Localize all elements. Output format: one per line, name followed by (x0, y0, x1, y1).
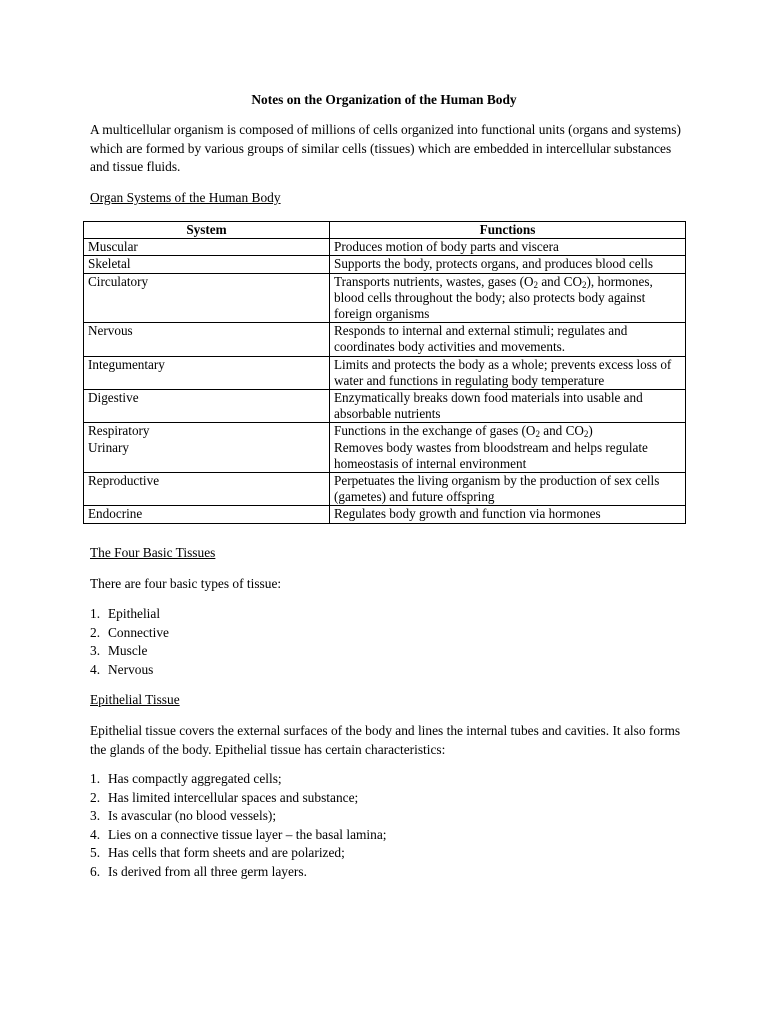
list-text: Is avascular (no blood vessels); (108, 808, 277, 823)
list-item (90, 770, 387, 789)
function-cell: Limits and protects the body as a whole; prevents excess loss of water and functions in regulating body temperature (330, 356, 686, 389)
function-cell: Responds to internal and external stimuli; regulates and coordinates body activities and movements. (330, 323, 686, 356)
list-text: Is derived from all three germ layers. (108, 863, 307, 879)
epithelial-heading: Epithelial Tissue (90, 692, 180, 707)
list-item (90, 826, 387, 845)
list-item (90, 642, 169, 661)
list-number: 4. (90, 661, 101, 677)
intro-paragraph: A multicellular organism is composed of millions of cells organized into functional units (organs and systems) which are formed by various groups of similar cells (tissues) which are embedded in intercellular substances and tissue fluids. (90, 122, 681, 174)
list-item (90, 844, 387, 863)
system-cell: Respiratory (84, 423, 330, 440)
function-cell: Regulates body growth and function via hormones (330, 506, 686, 523)
table-row (84, 506, 686, 523)
list-item (90, 789, 387, 808)
list-text: Epithelial (108, 606, 161, 621)
system-cell: Skeletal (84, 256, 330, 273)
page-title: Notes on the Organization of the Human Body (251, 92, 517, 107)
list-number: 6. (90, 863, 101, 879)
table-row (84, 239, 686, 256)
function-cell (330, 423, 686, 440)
list-text: Connective (108, 624, 169, 640)
list-number: 4. (90, 826, 101, 842)
function-cell: Removes body wastes from bloodstream and helps regulate homeostasis of internal environment (330, 440, 686, 473)
list-number: 1. (90, 606, 101, 621)
table-row (84, 390, 686, 423)
function-text: ) (588, 423, 593, 439)
column-header-functions: Functions (330, 222, 686, 239)
list-item (90, 863, 387, 882)
function-cell: Perpetuates the living organism by the production of sex cells (gametes) and future offspring (330, 473, 686, 506)
list-text: Nervous (108, 661, 154, 677)
list-item (90, 605, 169, 624)
organ-systems-table (83, 221, 686, 524)
column-header-system: System (84, 222, 330, 239)
four-tissues-intro: There are four basic types of tissue: (90, 576, 282, 591)
function-text: Functions in the exchange of gases (O (334, 423, 536, 439)
table-row (84, 356, 686, 389)
epithelial-characteristics-list (90, 770, 387, 881)
function-text: ), hormones, blood cells throughout the body; also protects body against foreign organisms (334, 273, 653, 322)
four-tissues-heading: The Four Basic Tissues (90, 545, 216, 560)
tissue-types-list (90, 605, 169, 679)
system-cell: Nervous (84, 323, 330, 356)
list-item (90, 624, 169, 643)
list-text: Lies on a connective tissue layer – the basal lamina; (108, 826, 387, 842)
list-item (90, 807, 387, 826)
function-text: and CO (539, 423, 584, 439)
list-text: Has limited intercellular spaces and substance; (108, 789, 359, 805)
table-row (84, 323, 686, 356)
function-cell: Produces motion of body parts and viscera (330, 239, 686, 256)
table-row (84, 273, 686, 323)
table-row (84, 440, 686, 473)
epithelial-intro: Epithelial tissue covers the external surfaces of the body and lines the internal tubes and cavities. It also forms the glands of the body. Epithelial tissue has certain characteristics: (90, 723, 681, 757)
subscript: 2 (535, 429, 540, 440)
subscript: 2 (583, 429, 589, 440)
list-number: 1. (90, 771, 101, 786)
organ-systems-heading: Organ Systems of the Human Body (90, 190, 281, 205)
system-cell: Urinary (84, 440, 330, 473)
function-cell: Enzymatically breaks down food materials into usable and absorbable nutrients (330, 390, 686, 423)
list-text: Has compactly aggregated cells; (108, 771, 282, 786)
list-text: Has cells that form sheets and are polarized; (108, 845, 345, 860)
table-header-row (84, 222, 686, 239)
list-text: Muscle (108, 643, 148, 658)
list-number: 2. (90, 624, 101, 640)
function-cell: Supports the body, protects organs, and produces blood cells (330, 256, 686, 273)
list-number: 3. (90, 643, 101, 658)
system-cell: Muscular (84, 239, 330, 256)
list-item (90, 661, 169, 680)
function-cell (330, 273, 686, 323)
list-number: 2. (90, 789, 101, 805)
function-text: Transports nutrients, wastes, gases (O (334, 273, 534, 289)
system-cell: Integumentary (84, 356, 330, 389)
table-row (84, 256, 686, 273)
system-cell: Digestive (84, 390, 330, 423)
table-row (84, 473, 686, 506)
system-cell: Reproductive (84, 473, 330, 506)
list-number: 5. (90, 845, 101, 860)
table-row (84, 423, 686, 440)
system-cell: Circulatory (84, 273, 330, 323)
function-text: and CO (538, 273, 582, 289)
subscript: 2 (533, 279, 539, 290)
subscript: 2 (581, 279, 587, 290)
list-number: 3. (90, 808, 101, 823)
system-cell: Endocrine (84, 506, 330, 523)
